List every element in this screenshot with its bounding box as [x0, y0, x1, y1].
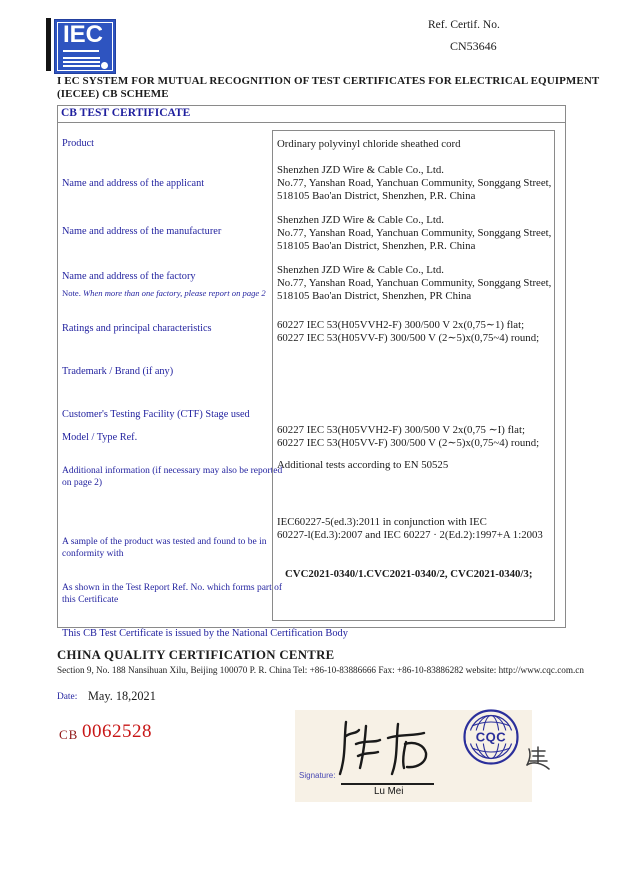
left-edge-bar	[46, 18, 51, 71]
iec-logo-text: IEC	[63, 21, 104, 48]
value-factory	[277, 264, 551, 303]
value-product: Ordinary polyvinyl chloride sheathed cord	[277, 138, 461, 150]
signature-line	[341, 783, 434, 785]
value-conformity-line1: IEC60227-5(ed.3):2011 in conjunction with IEC	[277, 516, 487, 528]
value-additional-info: Additional tests according to EN 50525	[277, 459, 449, 471]
value-factory-line1: Shenzhen JZD Wire & Cable Co., Ltd.	[277, 264, 444, 276]
iec-logo-underline	[63, 50, 99, 52]
certificate-table-body	[58, 123, 565, 626]
label-test-report-line2: this Certificate	[62, 594, 119, 605]
value-factory-line3: 518105 Bao'an District, Shenzhen, PR China	[277, 290, 472, 302]
value-model-line1: 60227 IEC 53(H05VVH2-F) 300/500 V 2x(0,75 ∼I) flat;	[277, 424, 525, 436]
value-model	[277, 424, 539, 450]
label-factory-note	[62, 288, 266, 298]
label-manufacturer: Name and address of the manufacturer	[62, 226, 222, 237]
label-test-report	[62, 583, 282, 606]
cb-certificate-number: 0062528	[82, 721, 152, 742]
factory-note-text: When more than one factory, please report on page 2	[83, 288, 266, 298]
value-conformity	[277, 516, 543, 542]
scheme-title-line2: (IECEE) CB SCHEME	[57, 88, 169, 100]
date-value: May. 18,2021	[88, 689, 156, 703]
handwritten-signature	[332, 716, 438, 780]
iec-logo	[54, 19, 116, 74]
certification-body-address: Section 9, No. 188 Nansihuan Xilu, Beijing 100070 P. R. China Tel: +86-10-83886666 Fax: +86-10-83886282 website: http://www.cqc.com.cn	[57, 665, 584, 675]
scheme-title-line1: I EC SYSTEM FOR MUTUAL RECOGNITION OF TEST CERTIFICATES FOR ELECTRICAL EQUIPMENT	[57, 75, 600, 87]
label-test-report-line1: As shown in the Test Report Ref. No. which forms part of	[62, 583, 283, 593]
value-applicant	[277, 164, 551, 203]
cqc-logo	[462, 708, 520, 766]
signature-name: Lu Mei	[374, 786, 404, 797]
certificate-title: CB TEST CERTIFICATE	[58, 106, 565, 123]
value-ratings-line1: 60227 IEC 53(H05VVH2-F) 300/500 V 2x(0,75∼1) flat;	[277, 319, 525, 331]
value-test-report: CVC2021-0340/1.CVC2021-0340/2, CVC2021-0340/3;	[285, 568, 533, 580]
label-conformity-line1: A sample of the product was tested and found to be in	[62, 537, 267, 547]
value-manufacturer-line3: 518105 Bao'an District, Shenzhen, P.R. China	[277, 240, 476, 252]
value-manufacturer-line2: No.77, Yanshan Road, Yanchuan Community, Songgang Street,	[277, 227, 552, 239]
certification-body-name: CHINA QUALITY CERTIFICATION CENTRE	[57, 648, 335, 662]
value-conformity-line2: 60227-l(Ed.3):2007 and IEC 60227 · 2(Ed.2):1997+A 1:2003	[277, 529, 543, 541]
iec-logo-line	[63, 57, 100, 59]
ref-certif-no-value: CN53646	[450, 39, 497, 53]
iec-logo-line	[63, 61, 100, 63]
label-ratings: Ratings and principal characteristics	[62, 323, 212, 334]
value-factory-line2: No.77, Yanshan Road, Yanchuan Community, Songgang Street,	[277, 277, 552, 289]
value-applicant-line1: Shenzhen JZD Wire & Cable Co., Ltd.	[277, 164, 444, 176]
value-applicant-line2: No.77, Yanshan Road, Yanchuan Community, Songgang Street,	[277, 177, 552, 189]
label-conformity	[62, 537, 266, 560]
certificate-table	[57, 105, 566, 628]
label-conformity-line2: conformity with	[62, 548, 124, 559]
label-additional-info-line1: Additional information (if necessary may also be reported	[62, 466, 283, 476]
ref-certif-no-label: Ref. Certif. No.	[428, 19, 500, 31]
label-model: Model / Type Ref.	[62, 432, 138, 443]
label-applicant: Name and address of the applicant	[62, 178, 205, 189]
value-model-line2: 60227 IEC 53(H05VV-F) 300/500 V (2∼5)x(0,75~4) round;	[277, 437, 540, 449]
iec-logo-dot	[101, 62, 108, 69]
signature-label: Signature:	[299, 771, 336, 780]
stamp-side-character	[524, 744, 550, 772]
value-manufacturer	[277, 214, 551, 253]
iec-logo-frame	[57, 22, 113, 71]
label-trademark: Trademark / Brand (if any)	[62, 366, 174, 377]
factory-note-prefix: Note.	[62, 288, 81, 298]
issued-by-statement: This CB Test Certificate is issued by the National Certification Body	[62, 628, 348, 639]
value-ratings-line2: 60227 IEC 53(H05VV-F) 300/500 V (2∼5)x(0,75~4) round;	[277, 332, 540, 344]
label-additional-info	[62, 466, 282, 489]
label-ctf: Customer's Testing Facility (CTF) Stage used	[62, 409, 250, 420]
value-applicant-line3: 518105 Bao'an District, Shenzhen, P.R. China	[277, 190, 476, 202]
value-ratings	[277, 319, 539, 345]
date-label: Date:	[57, 692, 78, 702]
label-additional-info-line2: on page 2)	[62, 477, 103, 488]
label-product: Product	[62, 138, 95, 149]
iec-logo-line	[63, 65, 100, 67]
cb-mark-prefix: CB	[59, 727, 79, 742]
label-factory: Name and address of the factory	[62, 271, 196, 282]
cqc-logo-text: CQC	[475, 729, 507, 745]
values-box	[272, 130, 555, 621]
value-manufacturer-line1: Shenzhen JZD Wire & Cable Co., Ltd.	[277, 214, 444, 226]
